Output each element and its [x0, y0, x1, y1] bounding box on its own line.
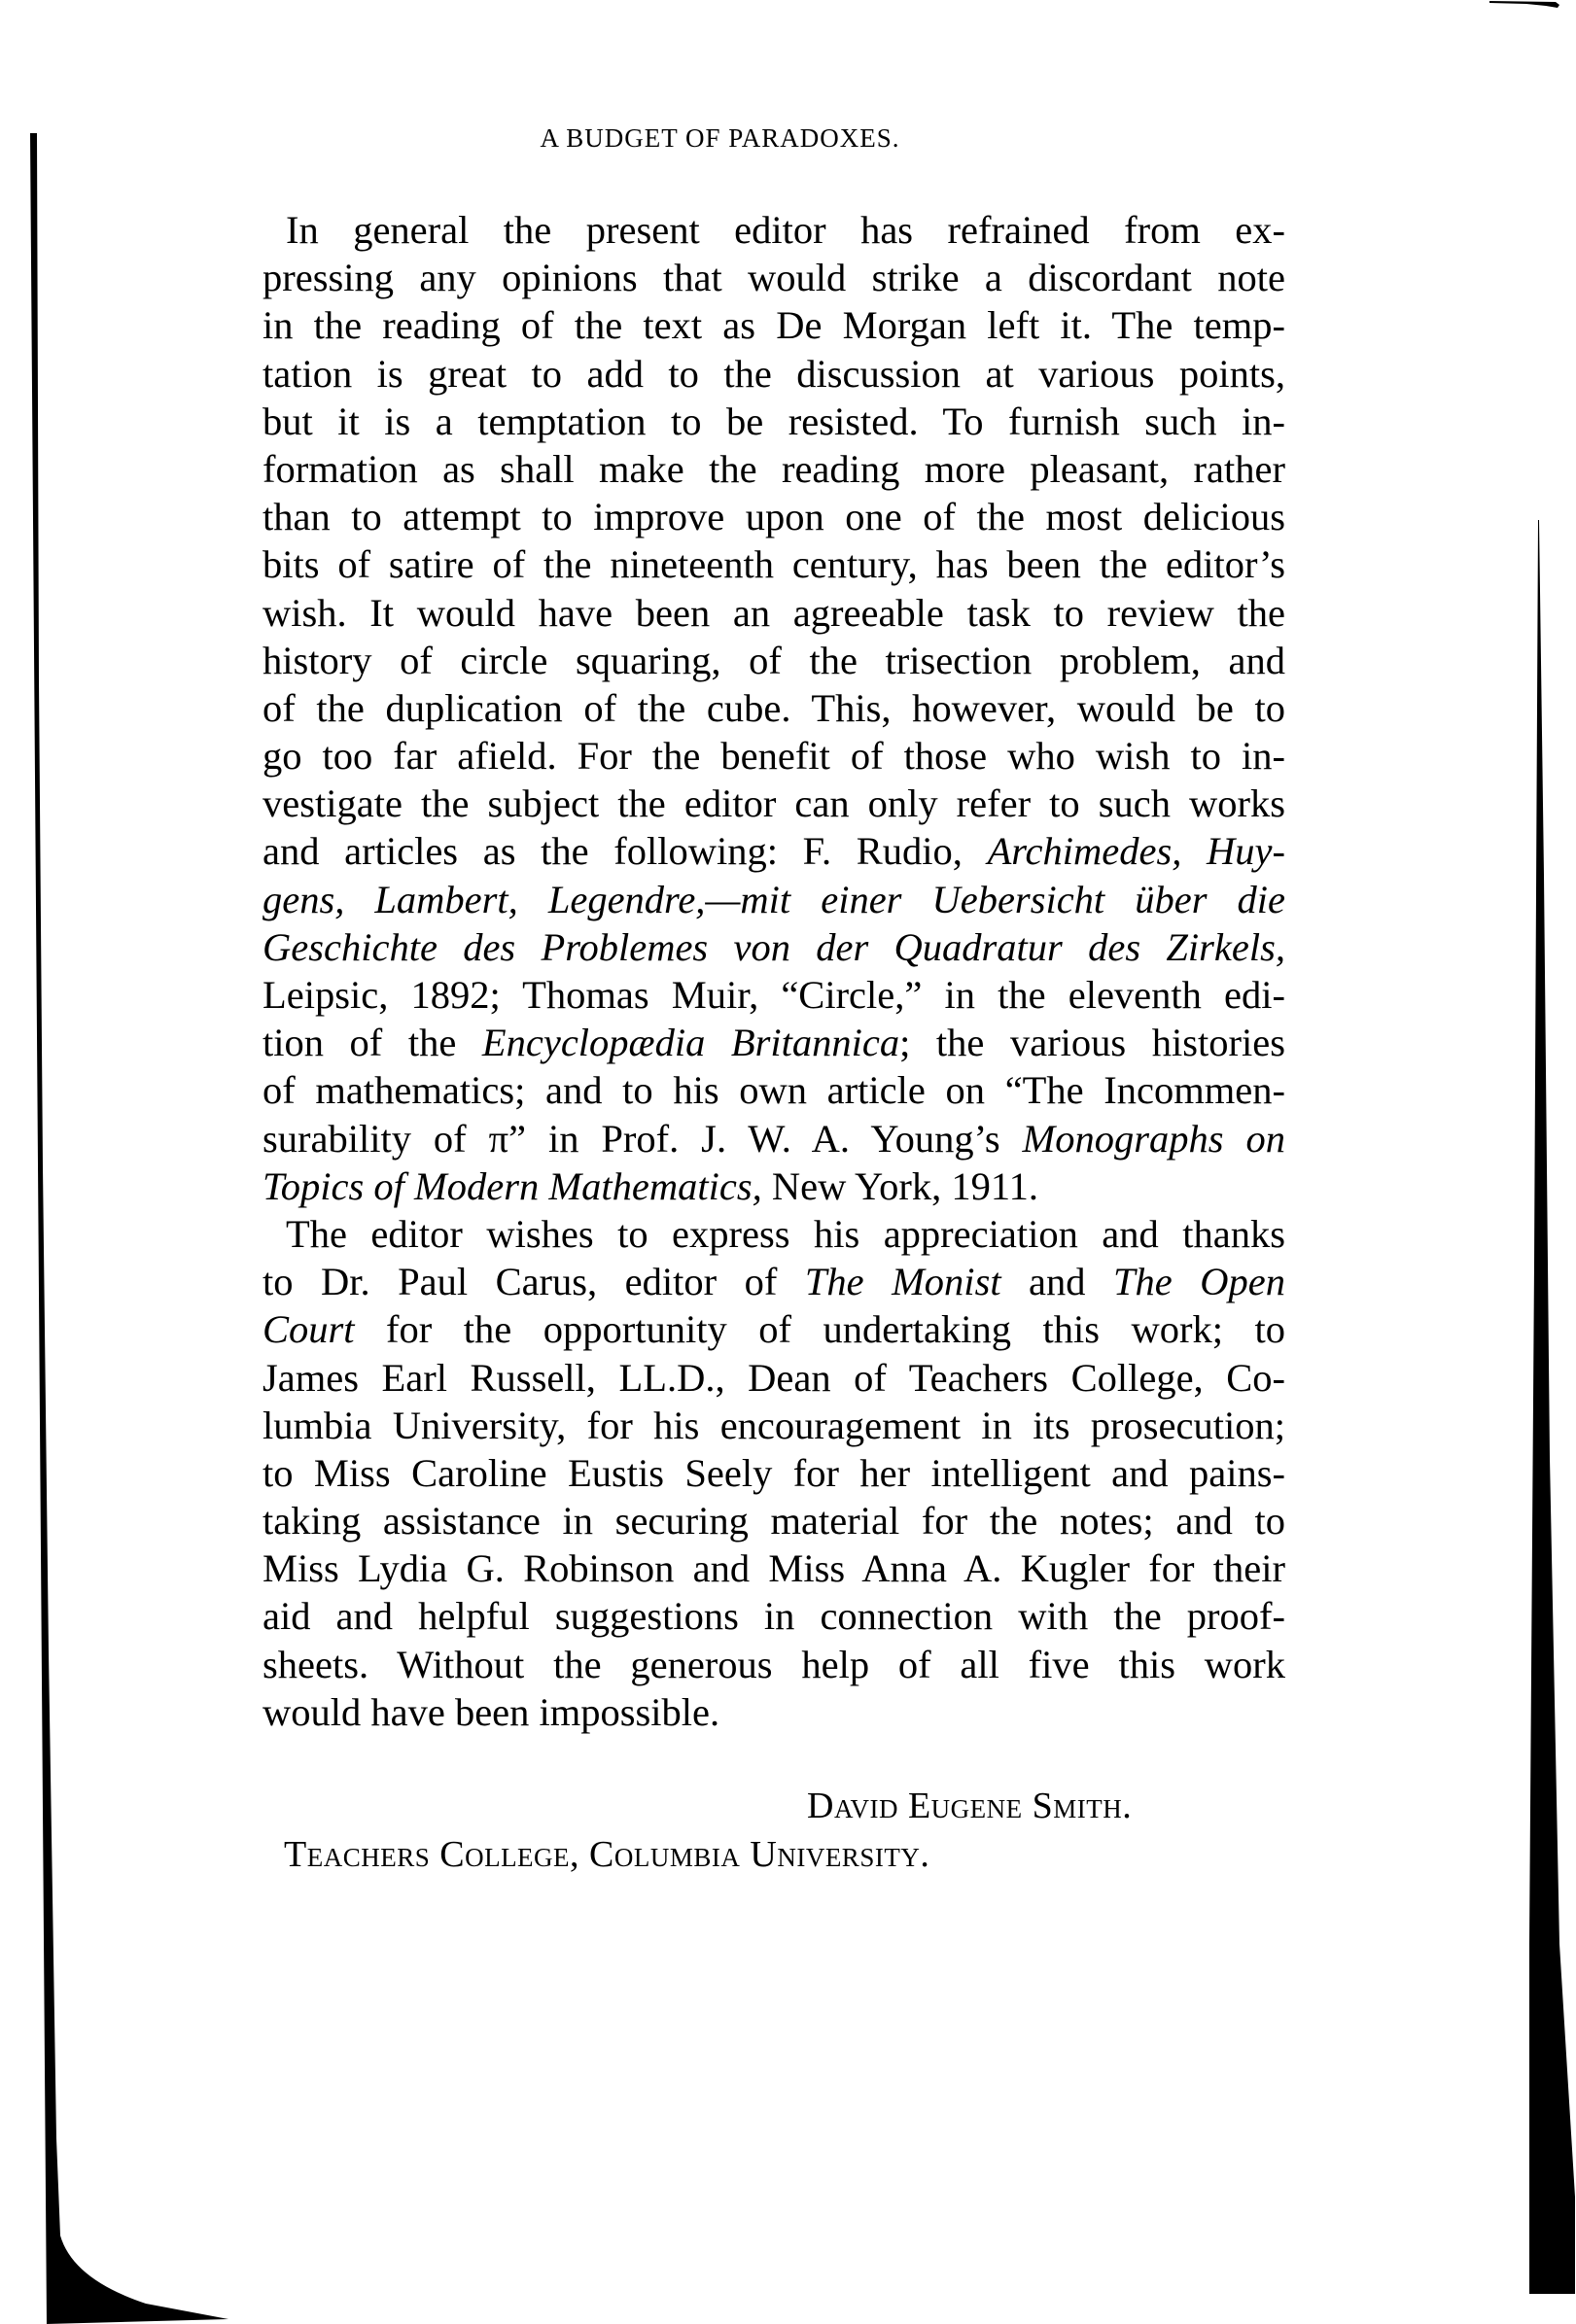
text-line: [263, 684, 1285, 732]
text-run: pressing any opinions that would strike a discordant note: [263, 256, 1285, 300]
text-line: [263, 1258, 1285, 1305]
text-line: [263, 1305, 1285, 1353]
text-line: [263, 1115, 1285, 1162]
text-line: [263, 254, 1285, 301]
text-line: [263, 732, 1285, 780]
text-line: [263, 637, 1285, 684]
text-run: Leipsic, 1892; Thomas Muir, “Circle,” in the eleventh edi-: [263, 973, 1285, 1017]
text-run: aid and helpful suggestions in connection with the proof-: [263, 1594, 1285, 1639]
text-line: [263, 1449, 1285, 1497]
text-run: and articles as the following: F. Rudio,: [263, 829, 988, 874]
text-line: [263, 540, 1285, 588]
text-run: The editor wishes to express his appreciation and thanks: [286, 1211, 1285, 1256]
italic-text: Monographs on: [1022, 1116, 1285, 1161]
italic-text: Topics of Modern Mathematics,: [263, 1163, 762, 1208]
text-line: [263, 1210, 1285, 1258]
text-run: lumbia University, for his encouragement in its prosecution;: [263, 1403, 1285, 1447]
text-run: tion of the: [263, 1021, 482, 1065]
text-line: [263, 971, 1285, 1019]
text-run: history of circle squaring, of the trisection problem, and: [263, 638, 1285, 682]
text-run: for the opportunity of undertaking this work; to: [354, 1307, 1285, 1352]
scan-edge-right: [1517, 0, 1576, 2324]
text-run: tation is great to add to the discussion at various points,: [263, 351, 1285, 396]
text-line: [263, 1497, 1285, 1544]
running-head: A BUDGET OF PARADOXES.: [540, 123, 900, 153]
text-line: [263, 1544, 1285, 1592]
text-run: in the reading of the text as De Morgan left it. The temp-: [263, 303, 1285, 348]
italic-text: Archimedes, Huy-: [987, 829, 1285, 874]
italic-text: Geschichte des Problemes von der Quadratur des Zirkels,: [263, 924, 1285, 969]
text-line: [263, 1402, 1285, 1449]
text-run: bits of satire of the nineteenth century, has been the editor’s: [263, 542, 1285, 587]
text-line: [263, 876, 1285, 923]
text-line: [263, 1354, 1285, 1402]
text-run: In general the present editor has refrained from ex-: [286, 208, 1285, 252]
text-run: of mathematics; and to his own article on “The Incommen-: [263, 1068, 1285, 1113]
text-run: James Earl Russell, LL.D., Dean of Teachers College, Co-: [263, 1355, 1285, 1400]
italic-text: The Monist: [804, 1260, 1001, 1304]
text-run: to Dr. Paul Carus, editor of: [263, 1260, 805, 1304]
text-run: vestigate the subject the editor can only refer to such works: [263, 781, 1285, 826]
text-line: [263, 206, 1285, 254]
text-run: ; the various histories: [899, 1021, 1285, 1065]
text-run: of the duplication of the cube. This, however, would be to: [263, 685, 1285, 730]
text-run: but it is a temptation to be resisted. To furnish such in-: [263, 399, 1285, 443]
text-line: [263, 1162, 1285, 1210]
text-line: [263, 923, 1285, 971]
text-run: than to attempt to improve upon one of the most delicious: [263, 495, 1285, 539]
text-line: [263, 1688, 1285, 1736]
body-text: [263, 206, 1285, 1736]
signature-name: David Eugene Smith.: [807, 1786, 1133, 1826]
text-line: [263, 1019, 1285, 1066]
text-run: wish. It would have been an agreeable task to review the: [263, 590, 1285, 635]
italic-text: Encyclopædia Britannica: [481, 1021, 900, 1065]
italic-text: Court: [263, 1307, 355, 1352]
text-run: taking assistance in securing material for the notes; and to: [263, 1499, 1285, 1544]
text-run: sheets. Without the generous help of all five this work: [263, 1642, 1285, 1686]
text-line: [263, 1066, 1285, 1114]
text-line: [263, 589, 1285, 637]
scan-edge-left: [0, 0, 253, 2324]
text-line: [263, 780, 1285, 827]
text-line: [263, 493, 1285, 540]
text-line: [263, 398, 1285, 445]
text-line: [263, 1592, 1285, 1640]
text-run: surability of π” in Prof. J. W. A. Young’s: [263, 1116, 1023, 1161]
italic-text: The Open: [1113, 1260, 1285, 1304]
text-line: [263, 350, 1285, 398]
text-run: to Miss Caroline Eustis Seely for her intelligent and pains-: [263, 1450, 1285, 1495]
signature-affiliation: Teachers College, Columbia University.: [284, 1834, 930, 1875]
text-line: [263, 445, 1285, 493]
text-run: Miss Lydia G. Robinson and Miss Anna A. Kugler for their: [263, 1546, 1285, 1591]
text-line: [263, 1641, 1285, 1688]
text-run: New York, 1911.: [761, 1163, 1039, 1208]
text-run: formation as shall make the reading more pleasant, rather: [263, 446, 1285, 491]
text-run: go too far afield. For the benefit of those who wish to in-: [263, 734, 1285, 779]
scan-corner-mark: [1488, 0, 1565, 12]
text-run: would have been impossible.: [263, 1689, 720, 1734]
italic-text: gens, Lambert, Legendre,—mit einer Uebersicht über die: [263, 877, 1285, 921]
text-line: [263, 827, 1285, 875]
text-line: [263, 301, 1285, 349]
text-run: and: [1000, 1260, 1114, 1304]
